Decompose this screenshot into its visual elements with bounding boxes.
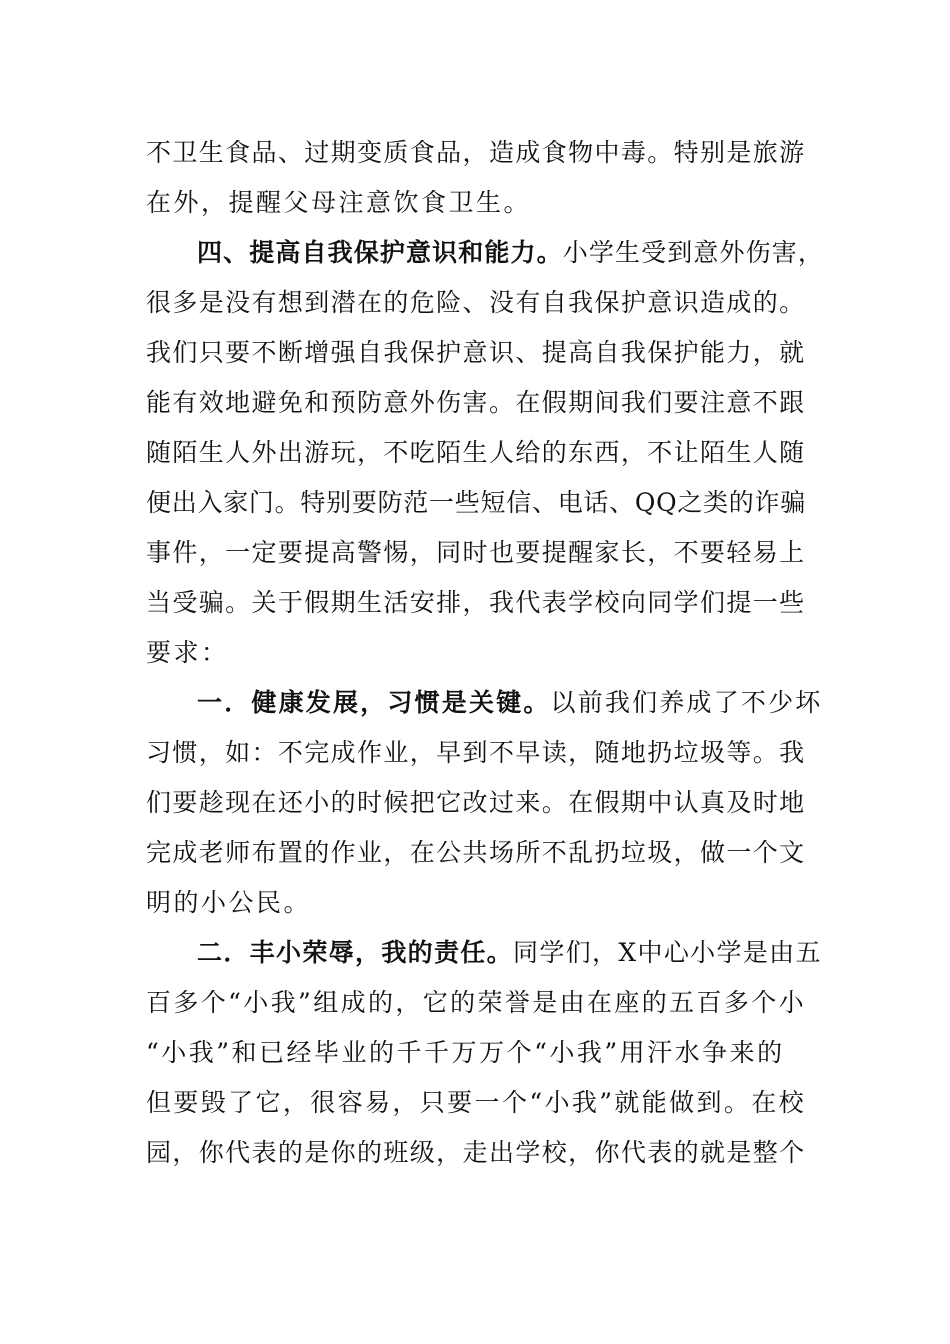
requirement-one-line xyxy=(197,683,823,723)
text-line-14: 们要趁现在还小的时候把它改过来。在假期中认真及时地 xyxy=(146,788,806,817)
text-line-15: 完成老师布置的作业，在公共场所不乱扔垃圾，做一个文 xyxy=(146,838,806,867)
text-line-7: 随陌生人外出游玩，不吃陌生人给的东西，不让陌生人随 xyxy=(146,438,806,467)
text-line-11: 要求： xyxy=(146,638,229,667)
section-four-line xyxy=(197,233,824,273)
text-line-1: 不卫生食品、过期变质食品，造成食物中毒。特别是旅游 xyxy=(146,138,806,167)
text-line-4: 很多是没有想到潜在的危险、没有自我保护意识造成的。 xyxy=(146,288,806,317)
requirement-one-text: 以前我们养成了不少坏 xyxy=(550,688,823,717)
section-four-text: 小学生受到意外伤害， xyxy=(562,238,825,267)
text-line-13: 习惯，如：不完成作业，早到不早读，随地扔垃圾等。我 xyxy=(146,738,806,767)
requirement-two-line xyxy=(197,933,822,973)
text-line-9: 事件，一定要提高警惕，同时也要提醒家长，不要轻易上 xyxy=(146,538,806,567)
requirement-two-heading: 二．丰小荣辱，我的责任。 xyxy=(197,938,514,967)
text-line-16: 明的小公民。 xyxy=(146,888,312,917)
text-line-19: “小我”和已经毕业的千千万万个“小我”用汗水争来的 xyxy=(146,1038,785,1067)
text-line-2: 在外，提醒父母注意饮食卫生。 xyxy=(146,188,532,217)
text-line-21: 园，你代表的是你的班级，走出学校，你代表的就是整个 xyxy=(146,1138,806,1167)
text-line-5: 我们只要不断增强自我保护意识、提高自我保护能力，就 xyxy=(146,338,806,367)
requirement-two-text: 同学们，X中心小学是由五 xyxy=(513,938,822,967)
section-four-heading: 四、提高自我保护意识和能力。 xyxy=(197,238,563,267)
text-line-8: 便出入家门。特别要防范一些短信、电话、QQ之类的诈骗 xyxy=(146,488,806,517)
requirement-one-heading: 一．健康发展，习惯是关键。 xyxy=(197,688,551,717)
text-line-6: 能有效地避免和预防意外伤害。在假期间我们要注意不跟 xyxy=(146,388,806,417)
text-line-18: 百多个“小我”组成的，它的荣誉是由在座的五百多个小 xyxy=(146,988,807,1017)
text-line-20: 但要毁了它，很容易，只要一个“小我”就能做到。在校 xyxy=(146,1088,807,1117)
text-line-10: 当受骗。关于假期生活安排，我代表学校向同学们提一些 xyxy=(146,588,806,617)
